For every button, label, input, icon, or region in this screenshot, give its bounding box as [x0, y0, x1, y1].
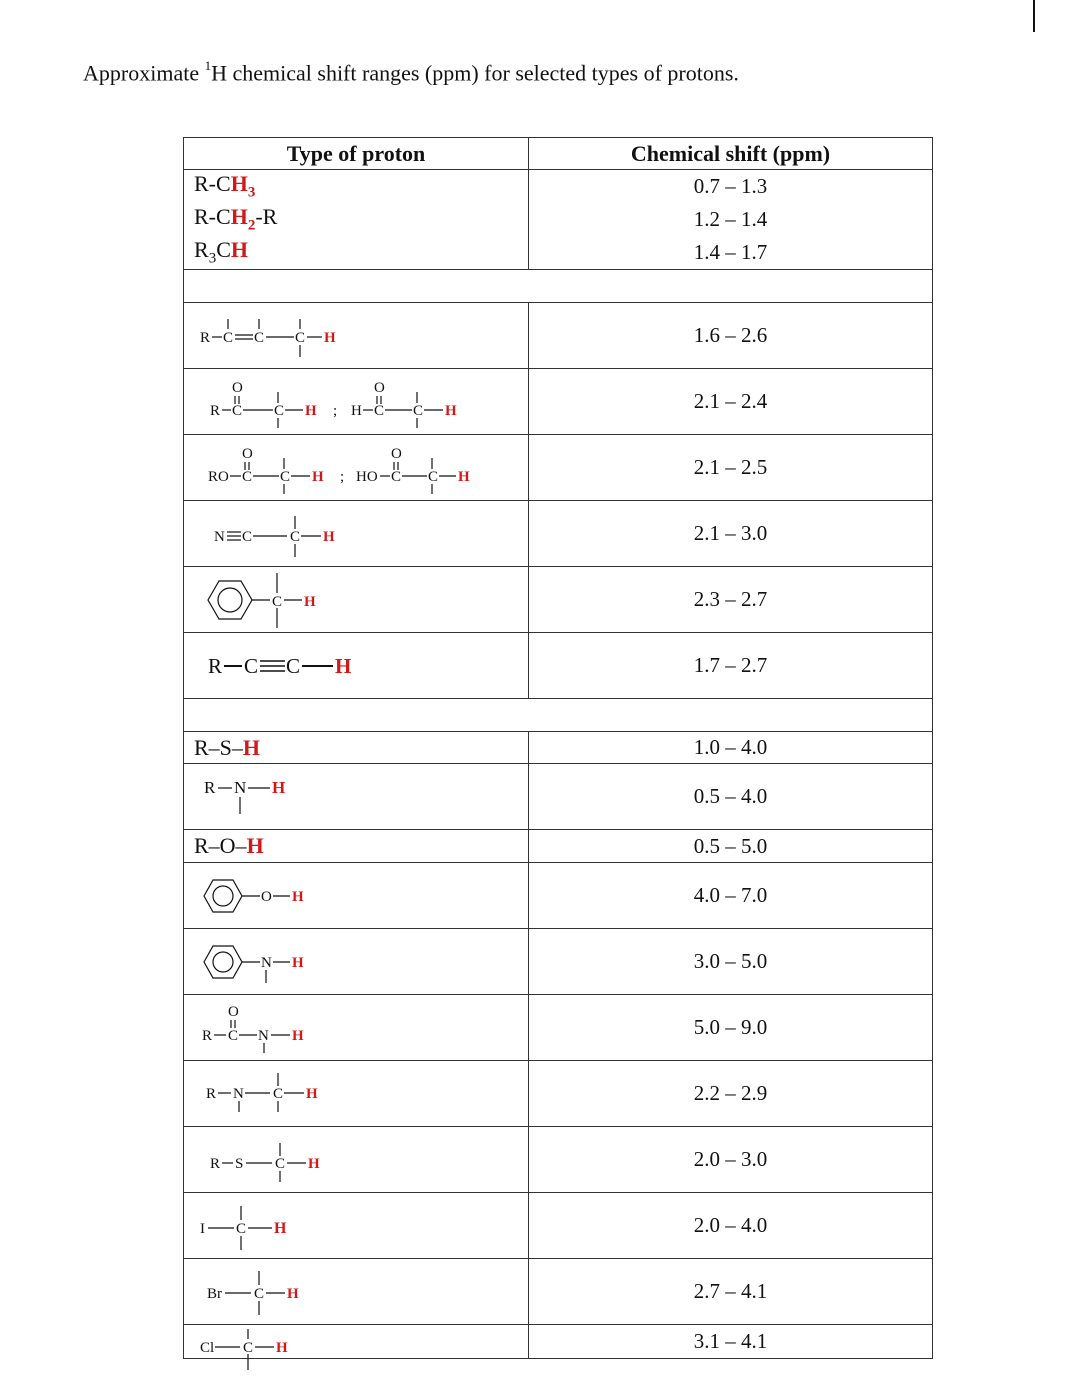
- highlighted-proton: $H_2$: [230, 203, 256, 234]
- svg-text:C: C: [236, 1220, 247, 1237]
- svg-text:C: C: [254, 329, 265, 346]
- svg-text:H: H: [351, 402, 362, 419]
- alkyne-structure-drawing: [198, 646, 378, 686]
- svg-text:H: H: [292, 954, 304, 971]
- alpha-nitrile-structure-drawing: [198, 507, 368, 561]
- alpha-carbonyl-structure-drawing: [198, 375, 488, 429]
- table-row-r-ch3: [184, 170, 933, 203]
- page-title: [83, 60, 739, 86]
- svg-text:C: C: [273, 1085, 284, 1102]
- table-row-r3ch: [184, 236, 933, 270]
- shift-value: 4.0 – 7.0: [529, 863, 933, 929]
- shift-value: 5.0 – 9.0: [529, 995, 933, 1061]
- text-cursor: [1033, 0, 1035, 32]
- structure-aniline: [184, 929, 529, 995]
- svg-text:H: H: [312, 468, 324, 485]
- shift-value: 2.1 – 2.5: [529, 435, 933, 501]
- svg-text:O: O: [261, 888, 272, 905]
- alpha-sulfur-structure-drawing: [198, 1132, 348, 1188]
- svg-text:C: C: [428, 468, 439, 485]
- table-row-bromo: [184, 1259, 933, 1325]
- table-spacer-row: [184, 270, 933, 303]
- highlighted-proton: H: [242, 734, 261, 760]
- shift-value: 1.4 – 1.7: [529, 236, 933, 270]
- svg-text:O: O: [374, 379, 385, 396]
- svg-text:H: H: [305, 402, 317, 419]
- svg-text:H: H: [274, 1219, 287, 1237]
- shift-value: 3.0 – 5.0: [529, 929, 933, 995]
- svg-text:Br: Br: [207, 1285, 222, 1302]
- svg-text:H: H: [287, 1285, 299, 1302]
- structure-alkyne: [184, 633, 529, 699]
- table-row-thiol: [184, 732, 933, 764]
- alpha-amine-structure-drawing: [198, 1066, 348, 1122]
- highlighted-proton: $H_3$: [230, 171, 256, 201]
- shift-value: 0.7 – 1.3: [529, 170, 933, 203]
- shift-value: 1.0 – 4.0: [529, 732, 933, 764]
- svg-text:R: R: [210, 402, 221, 419]
- benzene-ring-icon: [204, 880, 242, 912]
- spacer-cell: [184, 270, 933, 303]
- phenol-structure-drawing: [198, 871, 338, 921]
- structure-alpha-carbonyl: [184, 369, 529, 435]
- svg-text:Cl: Cl: [200, 1340, 215, 1356]
- svg-text:HO: HO: [356, 468, 378, 485]
- svg-text:C: C: [223, 329, 234, 346]
- svg-text:R: R: [202, 1027, 213, 1044]
- table-row-chloro: [184, 1325, 933, 1359]
- shift-value: 2.3 – 2.7: [529, 567, 933, 633]
- table-row-iodo: [184, 1193, 933, 1259]
- svg-text:;: ;: [333, 402, 338, 419]
- svg-text:R: R: [206, 1085, 217, 1102]
- table-row-benzylic: [184, 567, 933, 633]
- structure-alpha-nitrile: [184, 501, 529, 567]
- svg-text:H: H: [306, 1085, 318, 1102]
- svg-text:H: H: [324, 329, 336, 346]
- title-rest: H chemical shift ranges (ppm) for selected types of protons.: [211, 60, 739, 86]
- shift-value: 1.6 – 2.6: [529, 303, 933, 369]
- svg-text:H: H: [304, 593, 316, 610]
- svg-text:H: H: [308, 1155, 320, 1172]
- table-row-allylic: [184, 303, 933, 369]
- table-row-phenol: [184, 863, 933, 929]
- title-superscript: 1: [204, 58, 212, 73]
- bromo-structure-drawing: [198, 1264, 338, 1320]
- svg-text:H: H: [323, 528, 335, 545]
- structure-alpha-sulfur: [184, 1127, 529, 1193]
- svg-text:C: C: [374, 402, 385, 419]
- table-row-alpha-ester: [184, 435, 933, 501]
- svg-text:I: I: [200, 1220, 205, 1237]
- aniline-structure-drawing: [198, 937, 338, 987]
- shift-value: 1.2 – 1.4: [529, 203, 933, 236]
- shift-value: 2.7 – 4.1: [529, 1259, 933, 1325]
- chloro-structure-drawing: [198, 1325, 318, 1358]
- svg-text:C: C: [254, 1285, 265, 1302]
- structure-alpha-ester: [184, 435, 529, 501]
- table-row-alpha-nitrile: [184, 501, 933, 567]
- spacer-cell: [184, 699, 933, 732]
- table-row-r-ch2-r: [184, 203, 933, 236]
- shift-value: 2.0 – 4.0: [529, 1193, 933, 1259]
- svg-text:C: C: [244, 653, 259, 678]
- svg-text:H: H: [292, 1027, 304, 1044]
- table-row-alcohol: [184, 830, 933, 863]
- svg-text:N: N: [258, 1027, 269, 1044]
- title-prefix: Approximate: [83, 60, 205, 86]
- shift-value: 0.5 – 5.0: [529, 830, 933, 863]
- svg-text:H: H: [445, 402, 457, 419]
- table-row-aniline: [184, 929, 933, 995]
- svg-text:O: O: [228, 1003, 239, 1020]
- svg-text:H: H: [335, 653, 352, 678]
- structure-allylic: [184, 303, 529, 369]
- svg-text:R: R: [208, 653, 223, 678]
- svg-text:O: O: [391, 445, 402, 462]
- shift-value: 2.1 – 2.4: [529, 369, 933, 435]
- svg-text:N: N: [261, 954, 272, 971]
- table-row-alpha-amine: [184, 1061, 933, 1127]
- header-row: [184, 138, 933, 170]
- structure-iodo: [184, 1193, 529, 1259]
- svg-text:C: C: [232, 402, 243, 419]
- svg-text:C: C: [272, 593, 283, 610]
- shift-value: 2.2 – 2.9: [529, 1061, 933, 1127]
- svg-text:C: C: [413, 402, 424, 419]
- table-row-alpha-carbonyl: [184, 369, 933, 435]
- svg-text:C: C: [286, 653, 301, 678]
- header-type-of-proton: Type of proton: [184, 138, 529, 170]
- structure-bromo: [184, 1259, 529, 1325]
- svg-text:C: C: [274, 402, 285, 419]
- svg-text:;: ;: [340, 468, 345, 485]
- amide-structure-drawing: [198, 1000, 348, 1056]
- structure-alpha-amine: [184, 1061, 529, 1127]
- svg-text:RO: RO: [208, 468, 229, 485]
- svg-text:R: R: [210, 1155, 221, 1172]
- table-spacer-row: [184, 699, 933, 732]
- benzene-ring-icon: [204, 946, 242, 978]
- proton-type-r-ch3: $R-CH_3$: [184, 170, 529, 203]
- proton-type-r-ch2-r: $R-CH_2-R$: [184, 203, 529, 236]
- svg-text:N: N: [234, 777, 247, 797]
- svg-text:N: N: [214, 528, 225, 545]
- svg-text:H: H: [272, 777, 286, 797]
- svg-text:H: H: [458, 468, 470, 485]
- shift-value: 2.1 – 3.0: [529, 501, 933, 567]
- svg-text:N: N: [233, 1085, 244, 1102]
- iodo-structure-drawing: [198, 1198, 338, 1254]
- structure-amide: [184, 995, 529, 1061]
- chemical-shift-table: [183, 137, 933, 1359]
- highlighted-proton: H: [246, 833, 264, 858]
- amine-structure-drawing: [198, 770, 338, 824]
- structure-chloro: [184, 1325, 529, 1359]
- svg-text:C: C: [242, 528, 253, 545]
- structure-amine: [184, 764, 529, 830]
- svg-text:C: C: [295, 329, 306, 346]
- shift-value: 1.7 – 2.7: [529, 633, 933, 699]
- svg-text:H: H: [292, 888, 304, 905]
- structure-phenol: [184, 863, 529, 929]
- shift-value: 3.1 – 4.1: [529, 1325, 933, 1359]
- svg-text:C: C: [275, 1155, 286, 1172]
- svg-text:S: S: [235, 1155, 244, 1172]
- svg-text:C: C: [391, 468, 402, 485]
- svg-text:O: O: [242, 445, 253, 462]
- svg-text:H: H: [276, 1340, 288, 1356]
- table-row-amide: [184, 995, 933, 1061]
- proton-type-r3ch: $R_3CH$: [184, 236, 529, 270]
- svg-text:C: C: [280, 468, 291, 485]
- svg-text:R: R: [204, 777, 216, 797]
- table-row-amine: [184, 764, 933, 830]
- svg-text:C: C: [242, 468, 253, 485]
- allylic-structure-drawing: [198, 311, 368, 361]
- svg-text:C: C: [290, 528, 301, 545]
- svg-text:R: R: [200, 329, 211, 346]
- header-chemical-shift: Chemical shift (ppm): [529, 138, 933, 170]
- table-row-alpha-sulfur: [184, 1127, 933, 1193]
- svg-text:C: C: [228, 1027, 239, 1044]
- svg-text:O: O: [232, 379, 243, 396]
- benzylic-structure-drawing: [198, 570, 358, 630]
- highlighted-proton: H: [230, 237, 248, 263]
- svg-text:C: C: [243, 1340, 254, 1356]
- proton-type-thiol: R–S–H: [184, 732, 529, 764]
- proton-type-alcohol: R–O–H: [184, 830, 529, 863]
- benzene-ring-icon: [208, 581, 252, 619]
- structure-benzylic: [184, 567, 529, 633]
- shift-value: 0.5 – 4.0: [529, 764, 933, 830]
- alpha-ester-structure-drawing: [198, 441, 488, 495]
- shift-value: 2.0 – 3.0: [529, 1127, 933, 1193]
- table-row-alkyne: [184, 633, 933, 699]
